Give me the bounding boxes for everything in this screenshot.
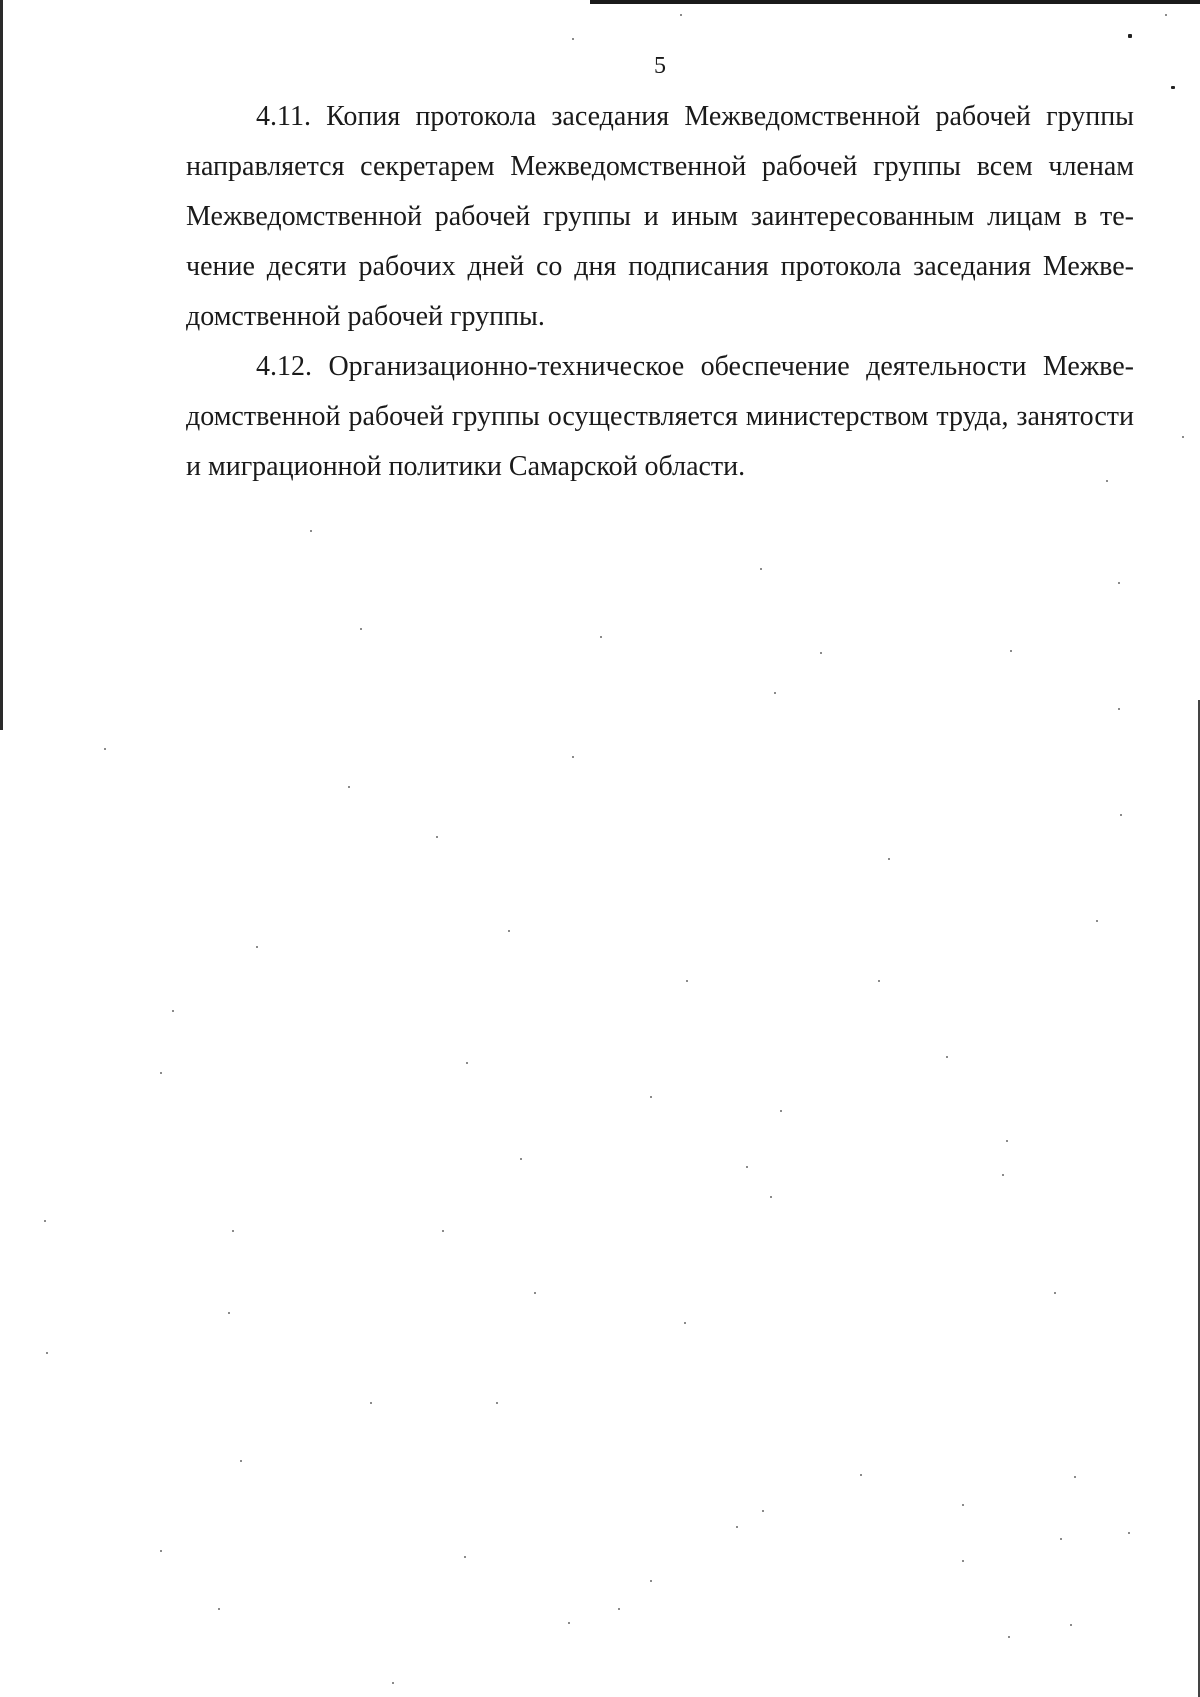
scan-speck [348, 786, 350, 788]
scan-speck [1106, 480, 1108, 482]
scan-speck [1118, 708, 1120, 710]
scan-speck [820, 652, 822, 654]
scan-speck [760, 568, 762, 570]
scan-speck [1182, 436, 1184, 438]
scan-speck [736, 1526, 738, 1528]
scan-speck [1165, 14, 1167, 16]
scan-speck [572, 38, 574, 40]
scan-top-rule [590, 0, 1200, 4]
scan-speck [878, 980, 880, 982]
scan-speck [1060, 1538, 1062, 1540]
scan-speck [360, 628, 362, 630]
scan-speck [780, 1110, 782, 1112]
scan-speck [650, 1580, 652, 1582]
scan-speck [1171, 86, 1175, 89]
scan-speck [746, 1166, 748, 1168]
scan-speck [1120, 814, 1122, 816]
scan-speck [534, 1292, 536, 1294]
scan-speck [1002, 1174, 1004, 1176]
scan-speck [160, 1072, 162, 1074]
scan-speck [1128, 1532, 1130, 1534]
scan-speck [686, 980, 688, 982]
scan-speck [172, 1010, 174, 1012]
scan-speck [1074, 1476, 1076, 1478]
page-number: 5 [654, 53, 666, 79]
scan-speck [770, 1196, 772, 1198]
scan-speck [442, 1230, 444, 1232]
scan-speck [774, 692, 776, 694]
scan-speck [256, 946, 258, 948]
scan-speck [240, 1460, 242, 1462]
scan-speck [218, 1608, 220, 1610]
scan-speck [496, 1402, 498, 1404]
scan-speck [1006, 1140, 1008, 1142]
scan-speck [464, 1556, 466, 1558]
scan-speck [508, 930, 510, 932]
scan-speck [310, 530, 312, 532]
scan-speck [568, 1622, 570, 1624]
scan-speck [104, 748, 106, 750]
scan-speck [860, 1474, 862, 1476]
scan-speck [762, 1510, 764, 1512]
scan-speck [1070, 1624, 1072, 1626]
scan-speck [370, 1402, 372, 1404]
scan-speck [962, 1504, 964, 1506]
paragraph-4-11: 4.11. Копия протокола заседания Межведомственной рабочей группы направляется секретарем Межведомственной рабочей группы всем членам Межведомственной рабочей группы и иным заинтересованным лицам в течение десяти рабочих дней со дня подписания протокола заседания Межведомственной рабочей группы. [186, 101, 1134, 332]
scan-speck [888, 858, 890, 860]
scan-speck [618, 1608, 620, 1610]
scan-speck [600, 636, 602, 638]
scan-speck [680, 14, 682, 16]
scan-speck [1008, 1636, 1010, 1638]
scan-speck [160, 1550, 162, 1552]
scan-left-edge [0, 0, 3, 730]
paragraph-4-12: 4.12. Организационно-техническое обеспечение деятельности Межведомственной рабочей группы осуществляется министерством труда, занятости и миграционной политики Самарской области. [186, 351, 1134, 482]
scan-speck [392, 1682, 394, 1684]
scan-speck [520, 1158, 522, 1160]
scan-speck [684, 1322, 686, 1324]
document-body [186, 92, 1134, 492]
scan-speck [46, 1352, 48, 1354]
scan-speck [650, 1096, 652, 1098]
scan-speck [1096, 920, 1098, 922]
scan-speck [1118, 582, 1120, 584]
scan-speck [232, 1230, 234, 1232]
scan-speck [466, 1062, 468, 1064]
scan-speck [946, 1056, 948, 1058]
scan-speck [44, 1220, 46, 1222]
scan-speck [962, 1560, 964, 1562]
scan-speck [1054, 1292, 1056, 1294]
scan-speck [228, 1312, 230, 1314]
scan-speck [1010, 650, 1012, 652]
scan-speck [436, 836, 438, 838]
scan-speck [572, 756, 574, 758]
scan-speck [1128, 34, 1132, 38]
